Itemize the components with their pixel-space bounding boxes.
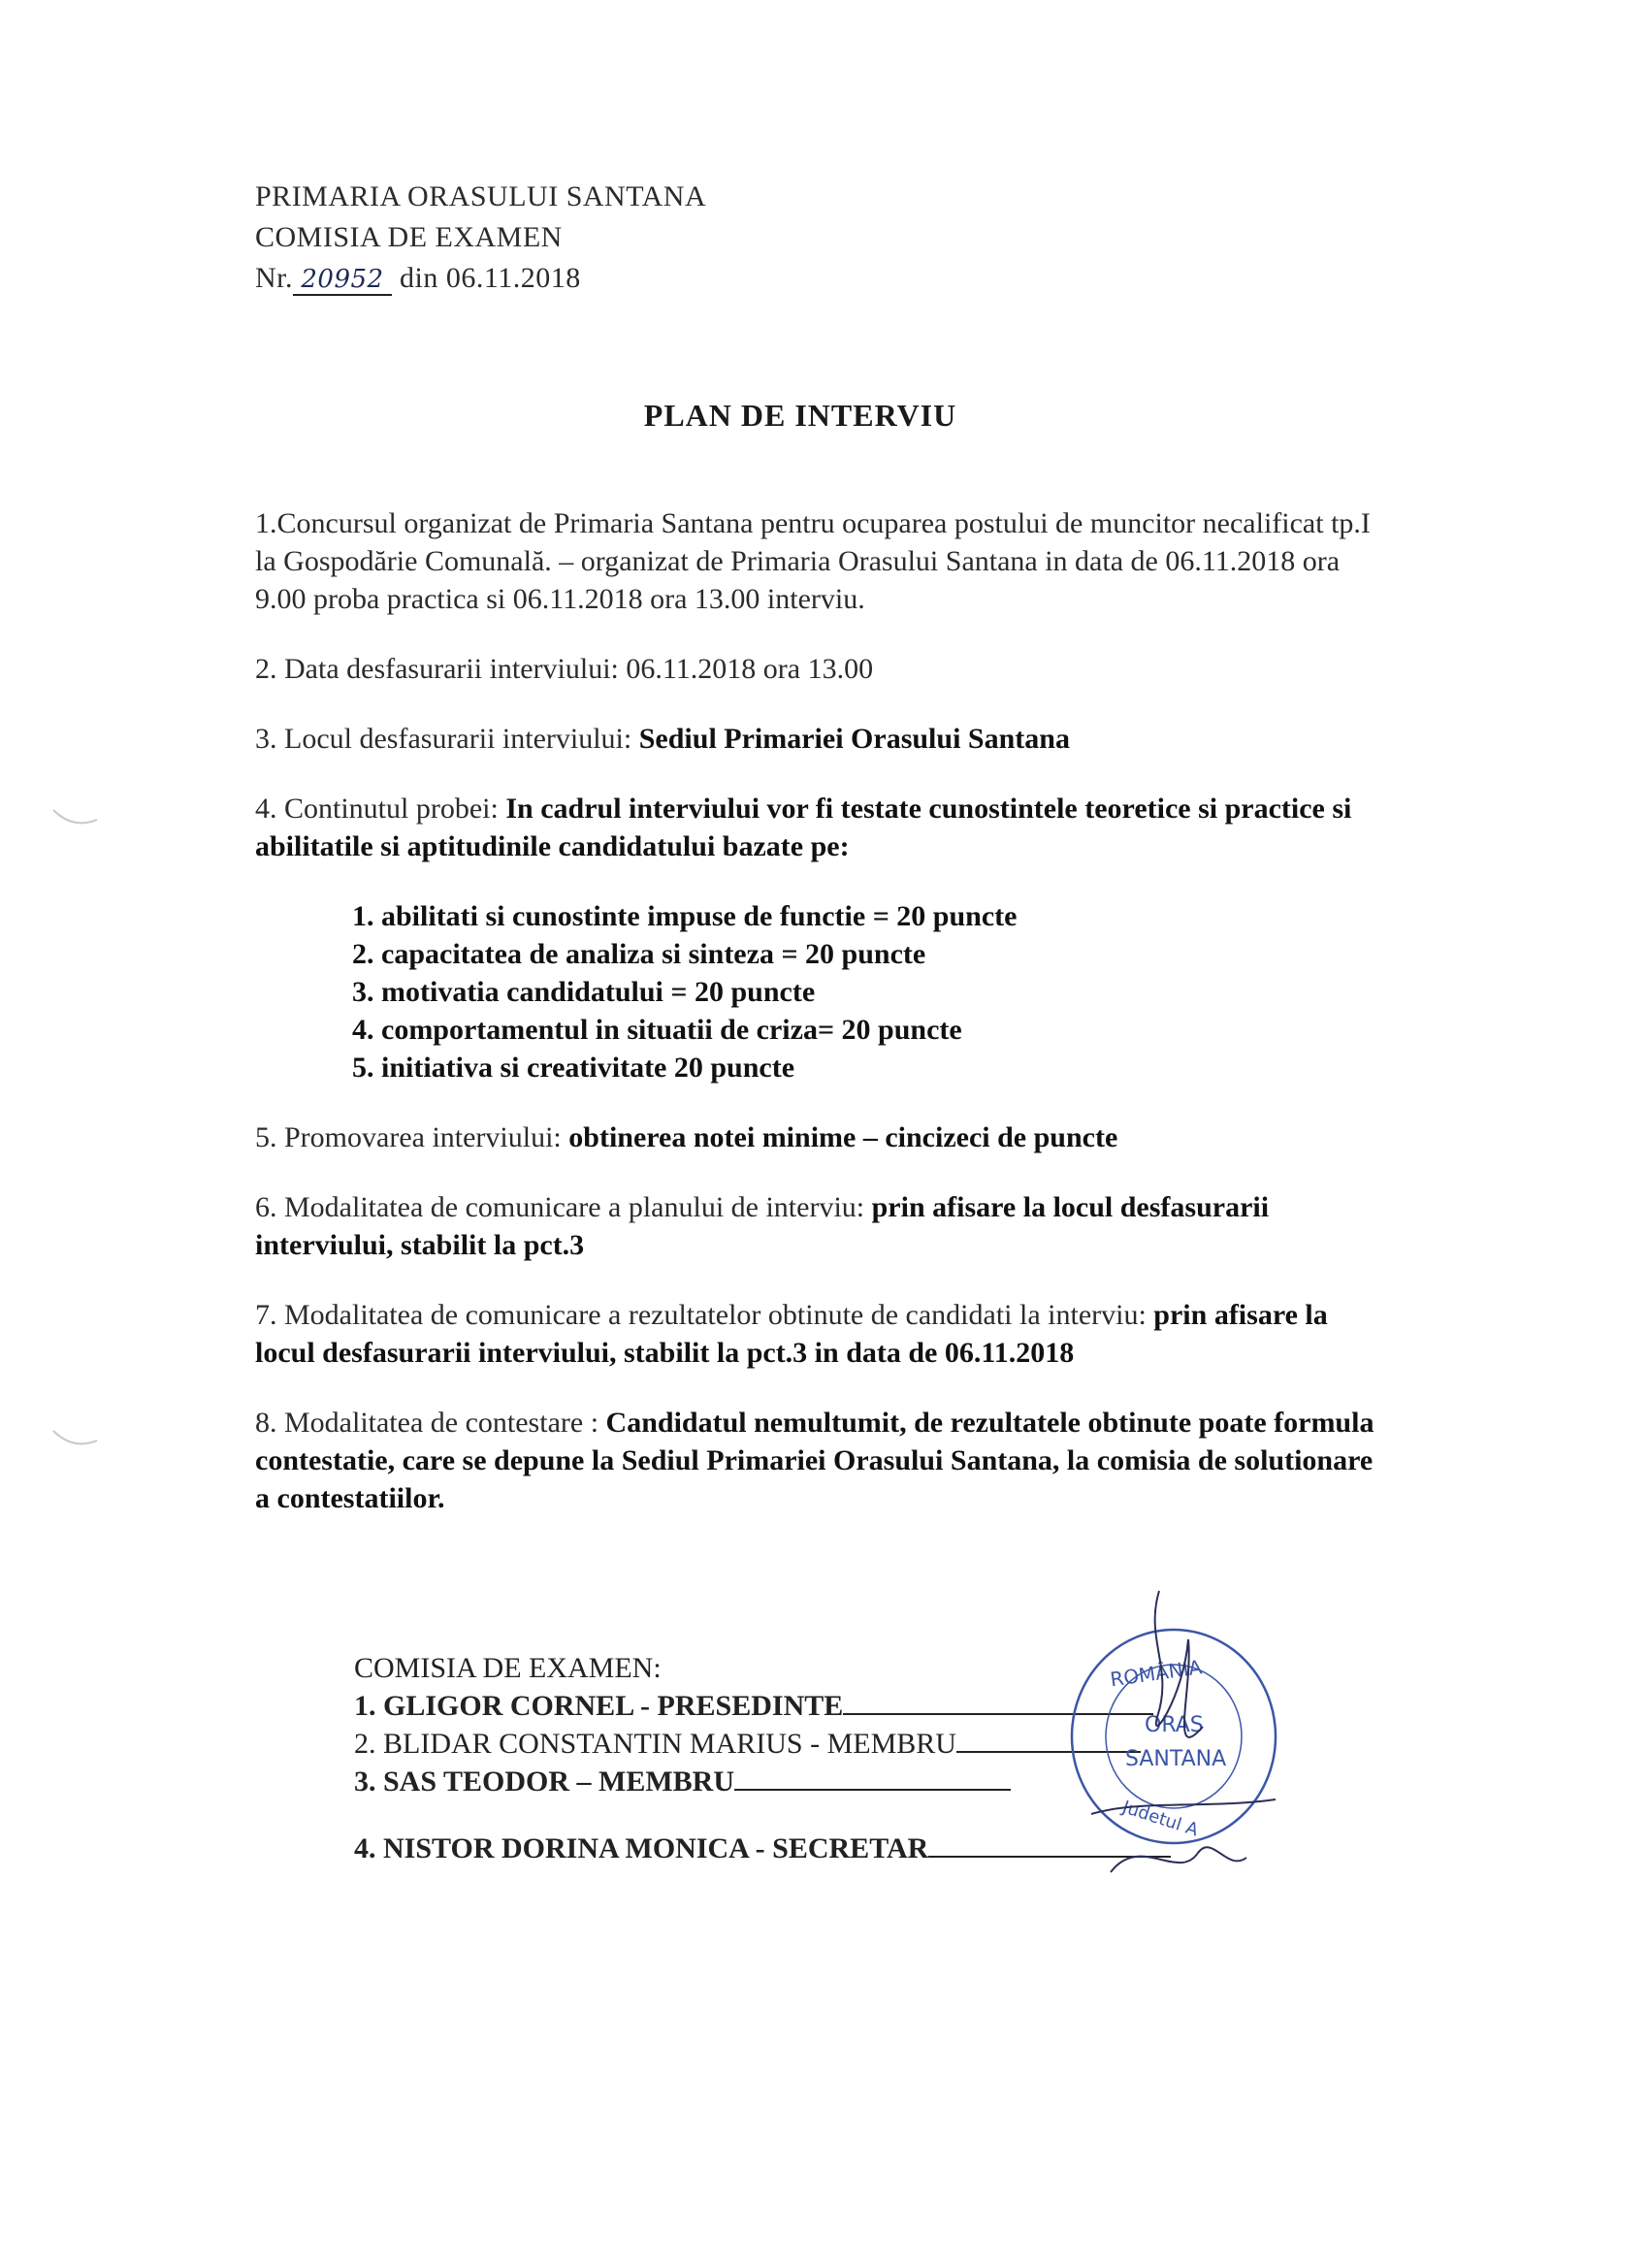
paragraph-7 xyxy=(255,1296,1380,1372)
paragraph-3-label: 3. Locul desfasurarii interviului: xyxy=(255,723,639,755)
commission-secretary-row xyxy=(354,1830,1171,1867)
criteria-item: 4. comportamentul in situatii de criza= 20 puncte xyxy=(352,1014,962,1046)
stamp-text-top: ROMÂNIA xyxy=(1108,1655,1204,1692)
institution-name: PRIMARIA ORASULUI SANTANA xyxy=(255,180,707,212)
commission-member-row xyxy=(354,1763,1171,1800)
paragraph-6 xyxy=(255,1188,1380,1264)
document-body xyxy=(255,504,1380,1549)
official-stamp xyxy=(1052,1581,1285,1911)
paragraph-2: 2. Data desfasurarii interviului: 06.11.2018 ora 13.00 xyxy=(255,653,874,685)
registration-number xyxy=(255,258,706,299)
paragraph-4 xyxy=(255,790,1380,865)
paragraph-4-value: In cadrul interviului vor fi testate cunostintele teoretice si practice si abilitatile si aptitudinile candidatului bazate pe: xyxy=(255,793,1352,862)
paragraph-3 xyxy=(255,720,1380,758)
commission-member-row xyxy=(354,1725,1171,1763)
criteria-item: 2. capacitatea de analiza si sinteza = 20 puncte xyxy=(352,938,926,970)
registration-value: 20952 xyxy=(293,265,392,296)
paragraph-4-label: 4. Continutul probei: xyxy=(255,793,506,825)
paragraph-7-label: 7. Modalitatea de comunicare a rezultatelor obtinute de candidati la interviu: xyxy=(255,1299,1154,1331)
stamp-text-center: ORAS xyxy=(1145,1713,1204,1737)
document-header xyxy=(255,177,706,299)
document-title: PLAN DE INTERVIU xyxy=(643,398,957,433)
commission-secretary-name: 4. NISTOR DORINA MONICA - SECRETAR xyxy=(354,1832,929,1864)
commission-signatures xyxy=(354,1649,1171,1867)
scan-mark-icon xyxy=(48,1426,107,1455)
stamp-text-bottom: Judetul A xyxy=(1119,1797,1201,1841)
paragraph-6-label: 6. Modalitatea de comunicare a planului de interviu: xyxy=(255,1191,872,1223)
registration-prefix: Nr. xyxy=(255,262,293,294)
criteria-list xyxy=(352,897,1380,1086)
registration-date: din 06.11.2018 xyxy=(400,262,581,294)
criteria-item: 1. abilitati si cunostinte impuse de functie = 20 puncte xyxy=(352,900,1018,932)
paragraph-5-label: 5. Promovarea interviului: xyxy=(255,1121,569,1153)
paragraph-5-value: obtinerea notei minime – cincizeci de puncte xyxy=(568,1121,1118,1153)
criteria-item: 3. motivatia candidatului = 20 puncte xyxy=(352,976,816,1008)
paragraph-1: 1.Concursul organizat de Primaria Santana pentru ocuparea postului de muncitor necalificat tp.I la Gospodărie Comunală. – organizat de Primaria Orasului Santana in data de 06.11.2018 ora 9.00 proba practica si 06.11.2018 ora 13.00 interviu. xyxy=(255,507,1371,615)
scan-mark-icon xyxy=(48,805,107,834)
paragraph-6-value: prin afisare la locul desfasurarii interviului, stabilit la pct.3 xyxy=(255,1191,1270,1261)
commission-name: COMISIA DE EXAMEN xyxy=(255,221,563,253)
commission-heading: COMISIA DE EXAMEN: xyxy=(354,1652,662,1684)
criteria-item: 5. initiativa si creativitate 20 puncte xyxy=(352,1052,795,1084)
paragraph-5 xyxy=(255,1118,1380,1156)
commission-member-name: 1. GLIGOR CORNEL - PRESEDINTE xyxy=(354,1690,844,1722)
stamp-text-city: SANTANA xyxy=(1125,1747,1227,1771)
commission-member-name: 3. SAS TEODOR – MEMBRU xyxy=(354,1766,734,1798)
signature-line xyxy=(734,1767,1011,1791)
paragraph-8-label: 8. Modalitatea de contestare : xyxy=(255,1407,606,1439)
commission-member-name: 2. BLIDAR CONSTANTIN MARIUS - MEMBRU xyxy=(354,1728,956,1760)
paragraph-8-value: Candidatul nemultumit, de rezultatele obtinute poate formula contestatie, care se depune la Sediul Primariei Orasului Santana, la comisia de solutionare a contestatiilor. xyxy=(255,1407,1374,1514)
paragraph-7-value: prin afisare la locul desfasurarii interviului, stabilit la pct.3 in data de 06.11.2018 xyxy=(255,1299,1328,1369)
paragraph-3-value: Sediul Primariei Orasului Santana xyxy=(638,723,1070,755)
paragraph-8 xyxy=(255,1404,1380,1517)
commission-member-row xyxy=(354,1687,1171,1725)
